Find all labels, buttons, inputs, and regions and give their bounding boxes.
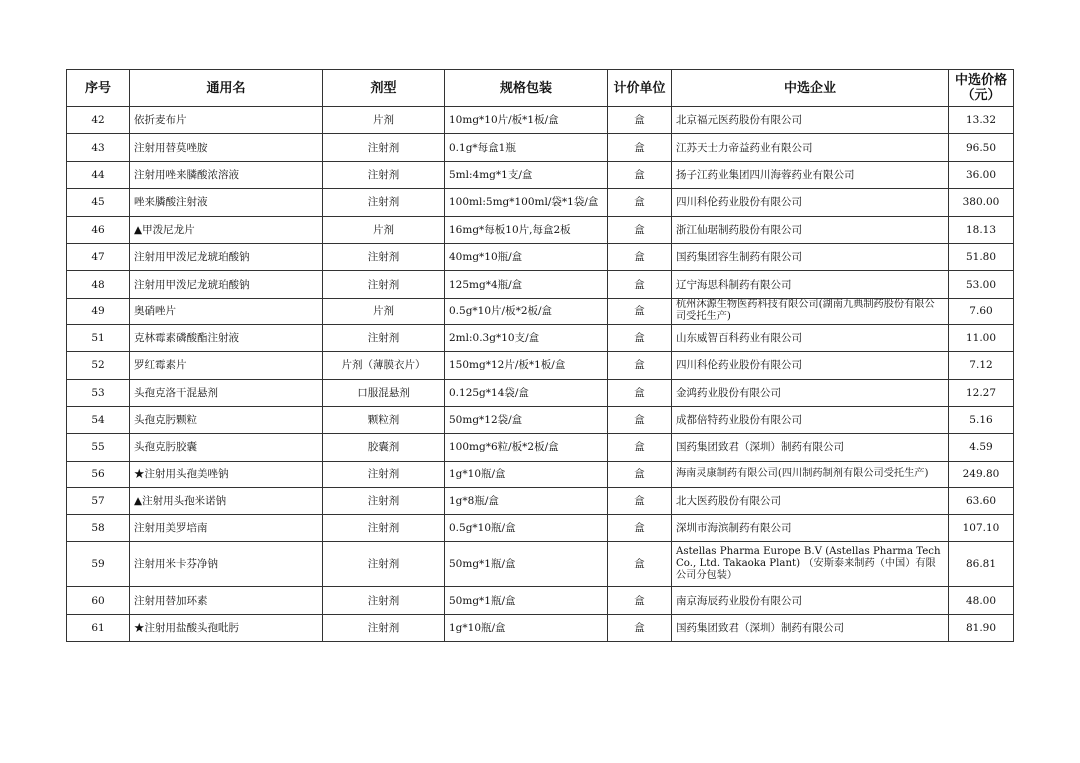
cell-no: 54 — [67, 406, 130, 433]
table-row — [67, 324, 1014, 351]
cell-form: 注射剂 — [323, 161, 445, 188]
cell-unit: 盒 — [608, 461, 672, 487]
drug-price-table-container — [66, 69, 1013, 642]
table-row — [67, 271, 1014, 298]
cell-price: 48.00 — [949, 587, 1014, 614]
cell-form: 注射剂 — [323, 189, 445, 216]
table-row — [67, 243, 1014, 270]
cell-name: 唑来膦酸注射液 — [130, 189, 323, 216]
cell-no: 44 — [67, 161, 130, 188]
header-name: 通用名 — [130, 70, 323, 107]
cell-company: 四川科伦药业股份有限公司 — [672, 189, 949, 216]
cell-spec: 0.125g*14袋/盒 — [445, 379, 608, 406]
cell-name: 注射用甲泼尼龙琥珀酸钠 — [130, 243, 323, 270]
cell-no: 43 — [67, 134, 130, 161]
cell-form: 注射剂 — [323, 587, 445, 614]
cell-form: 注射剂 — [323, 324, 445, 351]
cell-form: 片剂 — [323, 216, 445, 243]
cell-price: 81.90 — [949, 614, 1014, 641]
cell-form: 注射剂 — [323, 614, 445, 641]
cell-company: 北京福元医药股份有限公司 — [672, 107, 949, 134]
cell-spec: 50mg*1瓶/盒 — [445, 587, 608, 614]
cell-no: 51 — [67, 324, 130, 351]
cell-price: 12.27 — [949, 379, 1014, 406]
table-row — [67, 406, 1014, 433]
cell-price: 7.60 — [949, 298, 1014, 324]
cell-spec: 1g*10瓶/盒 — [445, 614, 608, 641]
cell-unit: 盒 — [608, 379, 672, 406]
table-row — [67, 461, 1014, 487]
cell-company: 山东威智百科药业有限公司 — [672, 324, 949, 351]
cell-price: 63.60 — [949, 487, 1014, 514]
cell-name: 奥硝唑片 — [130, 298, 323, 324]
cell-form: 胶囊剂 — [323, 434, 445, 461]
cell-unit: 盒 — [608, 487, 672, 514]
table-row — [67, 298, 1014, 324]
table-header-row — [67, 70, 1014, 107]
cell-price: 18.13 — [949, 216, 1014, 243]
cell-no: 58 — [67, 515, 130, 542]
cell-unit: 盒 — [608, 189, 672, 216]
cell-spec: 1g*10瓶/盒 — [445, 461, 608, 487]
cell-company: 深圳市海滨制药有限公司 — [672, 515, 949, 542]
cell-form: 注射剂 — [323, 271, 445, 298]
cell-unit: 盒 — [608, 352, 672, 379]
cell-name: 头孢克肟胶囊 — [130, 434, 323, 461]
cell-unit: 盒 — [608, 542, 672, 587]
cell-name: ▲甲泼尼龙片 — [130, 216, 323, 243]
cell-spec: 0.1g*每盒1瓶 — [445, 134, 608, 161]
cell-name: 注射用替加环素 — [130, 587, 323, 614]
cell-unit: 盒 — [608, 515, 672, 542]
cell-company: 国药集团致君（深圳）制药有限公司 — [672, 434, 949, 461]
cell-no: 47 — [67, 243, 130, 270]
table-row — [67, 515, 1014, 542]
cell-no: 52 — [67, 352, 130, 379]
cell-no: 61 — [67, 614, 130, 641]
cell-spec: 40mg*10瓶/盒 — [445, 243, 608, 270]
header-company: 中选企业 — [672, 70, 949, 107]
cell-company: 北大医药股份有限公司 — [672, 487, 949, 514]
table-row — [67, 614, 1014, 641]
table-row — [67, 434, 1014, 461]
cell-spec: 5ml:4mg*1支/盒 — [445, 161, 608, 188]
cell-company: 金鸿药业股份有限公司 — [672, 379, 949, 406]
table-row — [67, 161, 1014, 188]
table-body — [67, 107, 1014, 642]
table-row — [67, 107, 1014, 134]
cell-company: 扬子江药业集团四川海蓉药业有限公司 — [672, 161, 949, 188]
cell-no: 45 — [67, 189, 130, 216]
cell-company: 南京海辰药业股份有限公司 — [672, 587, 949, 614]
cell-no: 57 — [67, 487, 130, 514]
table-row — [67, 216, 1014, 243]
table-row — [67, 487, 1014, 514]
cell-form: 注射剂 — [323, 461, 445, 487]
cell-name: ▲注射用头孢米诺钠 — [130, 487, 323, 514]
cell-spec: 2ml:0.3g*10支/盒 — [445, 324, 608, 351]
table-row — [67, 134, 1014, 161]
cell-unit: 盒 — [608, 107, 672, 134]
cell-form: 注射剂 — [323, 134, 445, 161]
cell-price: 107.10 — [949, 515, 1014, 542]
cell-company: 杭州沐源生物医药科技有限公司(湖南九典制药股份有限公司受托生产) — [672, 298, 949, 324]
cell-form: 注射剂 — [323, 243, 445, 270]
cell-unit: 盒 — [608, 134, 672, 161]
header-form: 剂型 — [323, 70, 445, 107]
cell-form: 注射剂 — [323, 542, 445, 587]
cell-unit: 盒 — [608, 243, 672, 270]
cell-name: 依折麦布片 — [130, 107, 323, 134]
cell-name: 注射用唑来膦酸浓溶液 — [130, 161, 323, 188]
cell-price: 86.81 — [949, 542, 1014, 587]
header-spec: 规格包装 — [445, 70, 608, 107]
cell-spec: 50mg*12袋/盒 — [445, 406, 608, 433]
cell-no: 49 — [67, 298, 130, 324]
cell-unit: 盒 — [608, 434, 672, 461]
table-row — [67, 189, 1014, 216]
cell-unit: 盒 — [608, 298, 672, 324]
cell-name: 注射用甲泼尼龙琥珀酸钠 — [130, 271, 323, 298]
cell-name: 头孢克肟颗粒 — [130, 406, 323, 433]
cell-price: 249.80 — [949, 461, 1014, 487]
cell-unit: 盒 — [608, 614, 672, 641]
cell-name: 注射用米卡芬净钠 — [130, 542, 323, 587]
cell-name: ★注射用盐酸头孢吡肟 — [130, 614, 323, 641]
cell-name: 罗红霉素片 — [130, 352, 323, 379]
cell-no: 59 — [67, 542, 130, 587]
cell-company: 四川科伦药业股份有限公司 — [672, 352, 949, 379]
cell-name: 注射用美罗培南 — [130, 515, 323, 542]
cell-no: 46 — [67, 216, 130, 243]
cell-price: 7.12 — [949, 352, 1014, 379]
cell-spec: 150mg*12片/板*1板/盒 — [445, 352, 608, 379]
cell-form: 片剂 — [323, 107, 445, 134]
cell-unit: 盒 — [608, 324, 672, 351]
cell-spec: 125mg*4瓶/盒 — [445, 271, 608, 298]
cell-price: 11.00 — [949, 324, 1014, 351]
cell-price: 53.00 — [949, 271, 1014, 298]
cell-spec: 16mg*每板10片,每盒2板 — [445, 216, 608, 243]
cell-price: 51.80 — [949, 243, 1014, 270]
cell-no: 48 — [67, 271, 130, 298]
cell-company: 辽宁海思科制药有限公司 — [672, 271, 949, 298]
cell-form: 注射剂 — [323, 487, 445, 514]
cell-unit: 盒 — [608, 587, 672, 614]
cell-unit: 盒 — [608, 216, 672, 243]
cell-name: ★注射用头孢美唑钠 — [130, 461, 323, 487]
cell-name: 注射用替莫唑胺 — [130, 134, 323, 161]
cell-unit: 盒 — [608, 161, 672, 188]
cell-no: 42 — [67, 107, 130, 134]
drug-price-table — [66, 69, 1014, 642]
cell-price: 96.50 — [949, 134, 1014, 161]
cell-company: 浙江仙琚制药股份有限公司 — [672, 216, 949, 243]
table-row — [67, 587, 1014, 614]
cell-spec: 50mg*1瓶/盒 — [445, 542, 608, 587]
cell-spec: 0.5g*10瓶/盒 — [445, 515, 608, 542]
cell-spec: 100ml:5mg*100ml/袋*1袋/盒 — [445, 189, 608, 216]
cell-price: 380.00 — [949, 189, 1014, 216]
cell-unit: 盒 — [608, 271, 672, 298]
cell-price: 5.16 — [949, 406, 1014, 433]
cell-company: 国药集团致君（深圳）制药有限公司 — [672, 614, 949, 641]
cell-company: 海南灵康制药有限公司(四川制药制剂有限公司受托生产) — [672, 461, 949, 487]
cell-spec: 1g*8瓶/盒 — [445, 487, 608, 514]
table-row — [67, 379, 1014, 406]
header-unit: 计价单位 — [608, 70, 672, 107]
cell-company: Astellas Pharma Europe B.V (Astellas Pharma Tech Co., Ltd. Takaoka Plant) （安斯泰来制药（中国）有限公司分包装） — [672, 542, 949, 587]
cell-no: 56 — [67, 461, 130, 487]
cell-form: 口服混悬剂 — [323, 379, 445, 406]
cell-no: 55 — [67, 434, 130, 461]
cell-name: 克林霉素磷酸酯注射液 — [130, 324, 323, 351]
cell-form: 片剂 — [323, 298, 445, 324]
header-no: 序号 — [67, 70, 130, 107]
cell-unit: 盒 — [608, 406, 672, 433]
cell-form: 注射剂 — [323, 515, 445, 542]
cell-company: 成都倍特药业股份有限公司 — [672, 406, 949, 433]
cell-price: 4.59 — [949, 434, 1014, 461]
cell-spec: 10mg*10片/板*1板/盒 — [445, 107, 608, 134]
cell-name: 头孢克洛干混悬剂 — [130, 379, 323, 406]
cell-price: 36.00 — [949, 161, 1014, 188]
cell-spec: 100mg*6粒/板*2板/盒 — [445, 434, 608, 461]
table-row — [67, 542, 1014, 587]
cell-form: 颗粒剂 — [323, 406, 445, 433]
cell-company: 江苏天士力帝益药业有限公司 — [672, 134, 949, 161]
cell-spec: 0.5g*10片/板*2板/盒 — [445, 298, 608, 324]
cell-price: 13.32 — [949, 107, 1014, 134]
cell-company: 国药集团容生制药有限公司 — [672, 243, 949, 270]
table-row — [67, 352, 1014, 379]
header-price: 中选价格（元） — [949, 70, 1014, 107]
cell-no: 60 — [67, 587, 130, 614]
cell-form: 片剂（薄膜衣片） — [323, 352, 445, 379]
cell-no: 53 — [67, 379, 130, 406]
